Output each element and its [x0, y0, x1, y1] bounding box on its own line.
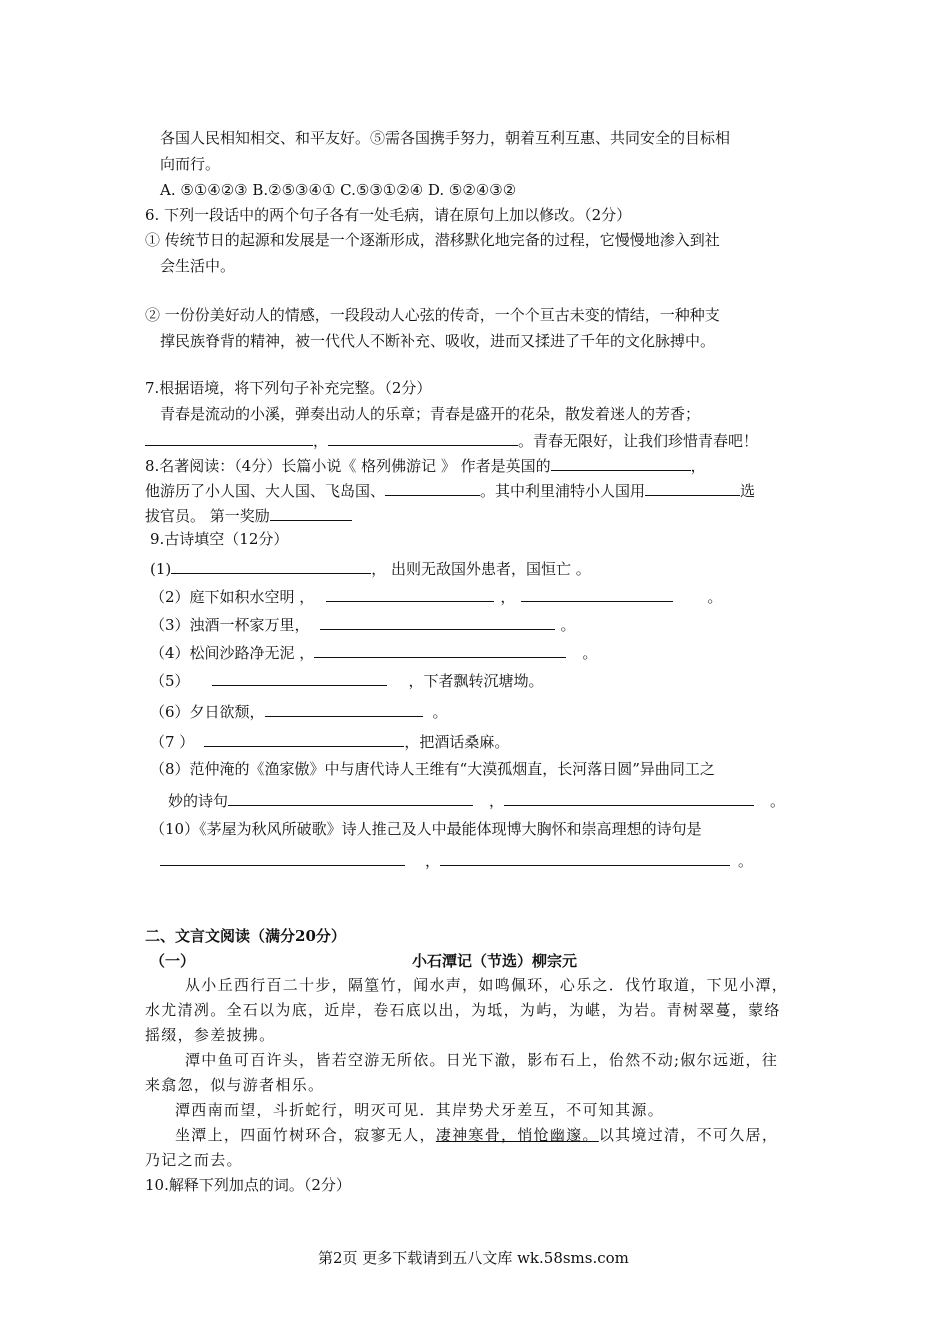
essay-p1-line3: 摇缀，参差披拂。	[145, 1026, 276, 1044]
section2-title: 二、文言文阅读（满分20分）	[145, 927, 346, 945]
q9-item-3: （3）浊酒一杯家万里， 。	[150, 613, 576, 635]
q7-blank-2[interactable]	[328, 429, 518, 446]
section2-part-label: （一）	[150, 952, 196, 970]
q9-blank-7[interactable]	[204, 730, 404, 747]
q9-blank-10b[interactable]	[440, 849, 730, 866]
q9-blank-3[interactable]	[320, 613, 555, 630]
essay-p1-line1: 从小丘西行百二十步，隔篁竹，闻水声，如鸣佩环，心乐之．伐竹取道，下见小潭，	[185, 976, 789, 994]
q9-blank-1[interactable]	[171, 557, 371, 574]
q9-item-10-line2: ， 。	[160, 849, 753, 871]
q8-line1: 8.名著阅读：（4分）长篇小说《 格列佛游记 》 作者是英国的 ，	[145, 454, 706, 476]
underlined-phrase: 凄神寒骨，悄怆幽邃。	[435, 1126, 599, 1144]
q6-sentence1-line2: 会生活中。	[160, 257, 236, 275]
essay-p4-line1: 坐潭上，四面竹树环合，寂寥无人，凄神寒骨，悄怆幽邃。以其境过清，不可久居，	[175, 1126, 779, 1144]
q7-answer-line: ， 。青春无限好，让我们珍惜青春吧！	[145, 429, 758, 451]
q9-stem: 9.古诗填空（12分）	[150, 530, 289, 548]
q9-blank-10a[interactable]	[160, 849, 405, 866]
essay-p2-line1: 潭中鱼可百许头，皆若空游无所依。日光下澈，影布石上，佁然不动;俶尔远逝，往	[185, 1051, 779, 1069]
essay-p2-line2: 来翕忽，似与游者相乐。	[145, 1076, 325, 1094]
q8-blank-method[interactable]	[645, 479, 740, 496]
q9-item-10-line1: （10）《茅屋为秋风所破歌》诗人推己及人中最能体现博大胸怀和崇高理想的诗句是	[150, 820, 702, 838]
q9-item-8-line1: （8）范仲淹的《渔家傲》中与唐代诗人王维有“大漠孤烟直，长河落日圆”异曲同工之	[150, 760, 715, 778]
q8-blank-country[interactable]	[385, 479, 480, 496]
q6-stem: 6. 下列一段话中的两个句子各有一处毛病，请在原句上加以修改。（2分）	[145, 206, 632, 224]
q8-line3: 拔官员。 第一奖励	[145, 504, 352, 526]
q9-blank-8b[interactable]	[504, 789, 754, 806]
q9-blank-5[interactable]	[212, 669, 387, 686]
q6-sentence1-line1: ① 传统节日的起源和发展是一个逐渐形成，潜移默化地完备的过程，它慢慢地渗入到社	[145, 231, 720, 249]
q6-sentence2-line2: 撑民族脊背的精神，被一代代人不断补充、吸收，进而又揉进了千年的文化脉搏中。	[160, 332, 716, 350]
essay-p4-line2: 乃记之而去。	[145, 1151, 243, 1169]
q9-blank-2a[interactable]	[326, 585, 494, 602]
q5-continuation-line2: 向而行。	[160, 155, 221, 173]
q9-item-2: （2）庭下如积水空明 ， ， 。	[150, 585, 722, 607]
q8-line2: 他游历了小人国、大人国、飞岛国、 。其中利里浦特小人国用 选	[145, 479, 755, 501]
q9-item-8-line2: 妙的诗句 ， 。	[168, 789, 785, 811]
q7-context: 青春是流动的小溪，弹奏出动人的乐章；青春是盛开的花朵，散发着迷人的芳香；	[160, 405, 701, 423]
essay-title: 小石潭记（节选）柳宗元	[412, 952, 578, 970]
q9-item-7: （7 ） ，把酒话桑麻。	[150, 730, 509, 752]
q9-blank-6[interactable]	[265, 700, 423, 717]
q9-blank-8a[interactable]	[228, 789, 473, 806]
q9-blank-4[interactable]	[314, 641, 566, 658]
q5-options: A. ⑤①④②③ B.②⑤③④① C.⑤③①②④ D. ⑤②④③②	[160, 181, 517, 199]
q8-blank-author[interactable]	[551, 454, 691, 471]
essay-p3: 潭西南而望，斗折蛇行，明灭可见．其岸势犬牙差互，不可知其源。	[175, 1101, 665, 1119]
q9-item-4: （4）松间沙路净无泥 ， 。	[150, 641, 597, 663]
q7-blank-1[interactable]	[145, 429, 313, 446]
q9-item-5: （5） ，下者飘转沉塘坳。	[150, 669, 544, 691]
q7-stem: 7.根据语境，将下列句子补充完整。（2分）	[145, 379, 432, 397]
q9-blank-2b[interactable]	[521, 585, 673, 602]
page-footer: 第2页 更多下载请到五八文库 wk.58sms.com	[318, 1249, 629, 1267]
q6-sentence2-line1: ② 一份份美好动人的情感，一段段动人心弦的传奇，一个个亘古未变的情结，一种种支	[145, 306, 720, 324]
q9-item-6: （6）夕日欲颓， 。	[150, 700, 448, 722]
essay-p1-line2: 水尤清冽。全石以为底，近岸，卷石底以出，为坻，为屿，为嵁，为岩。青树翠蔓，蒙络	[145, 1001, 781, 1019]
q5-continuation-line1: 各国人民相知相交、和平友好。⑤需各国携手努力，朝着互利互惠、共同安全的目标相	[160, 129, 731, 147]
q8-blank-reward[interactable]	[270, 504, 352, 521]
q9-item-1: (1) ， 出则无敌国外患者，国恒亡 。	[150, 557, 591, 579]
q10-stem: 10.解释下列加点的词。（2分）	[145, 1176, 351, 1194]
